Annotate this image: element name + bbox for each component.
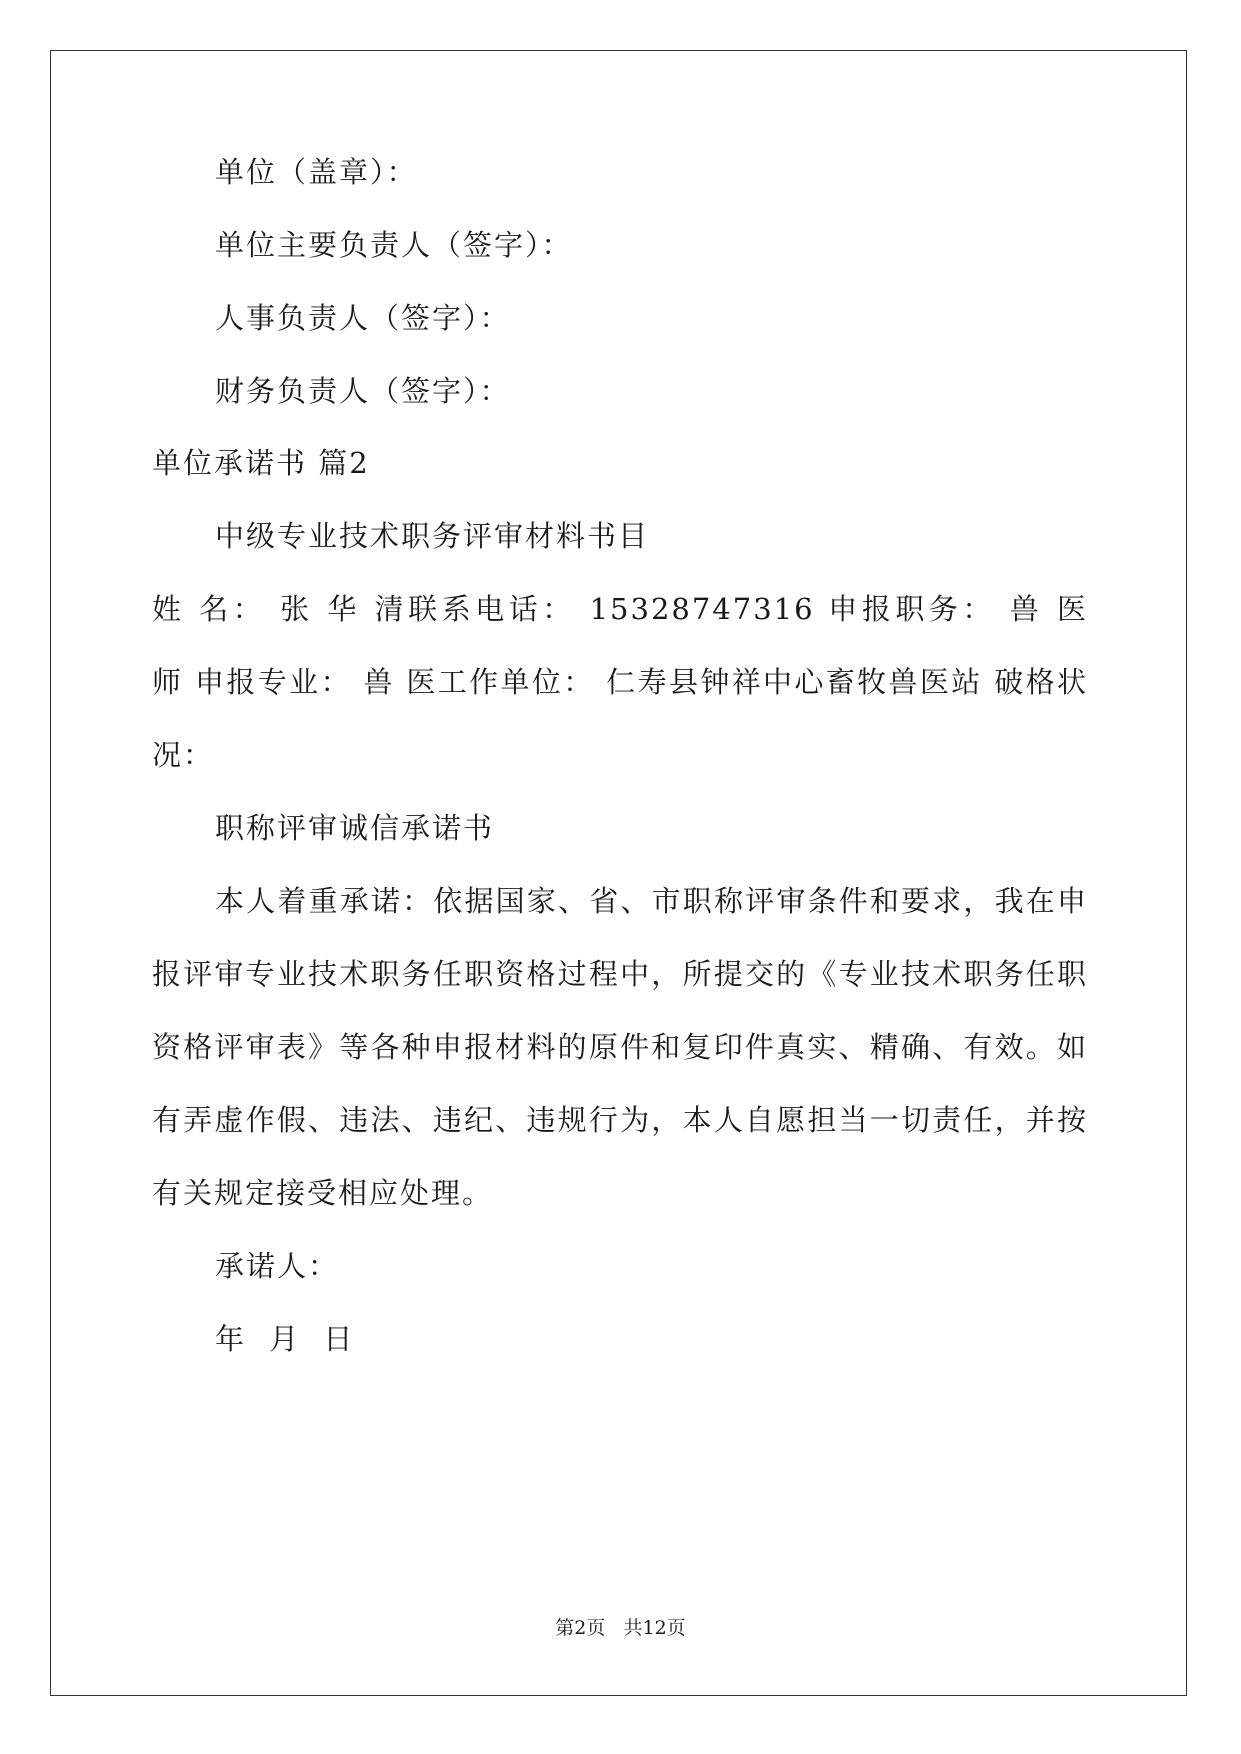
applicant-info-line-1: 姓 名： 张 华 清联系电话： 15328747316 申报职务： 兽 医	[152, 592, 1088, 626]
hr-head-signature-line: 人事负责人（签字）：	[215, 301, 511, 335]
unit-seal-line: 单位（盖章）：	[215, 155, 418, 189]
page-footer: 第2页 共12页	[555, 1617, 686, 1639]
finance-head-signature-line: 财务负责人（签字）：	[215, 374, 511, 408]
date-line: 年 月 日	[215, 1322, 361, 1356]
section-heading: 单位承诺书 篇2	[152, 446, 370, 480]
pledge-paragraph-line-3: 资格评审表》等各种申报材料的原件和复印件真实、精确、有效。如	[152, 1030, 1088, 1064]
pledge-paragraph-line-2: 报评审专业技术职务任职资格过程中，所提交的《专业技术职务任职	[152, 957, 1088, 991]
applicant-info-line-2: 师 申报专业： 兽 医工作单位： 仁寿县钟祥中心畜牧兽医站 破格状	[152, 665, 1088, 699]
pledge-title: 职称评审诚信承诺书	[215, 811, 495, 845]
unit-head-signature-line: 单位主要负责人（签字）：	[215, 228, 573, 262]
materials-title: 中级专业技术职务评审材料书目	[215, 519, 650, 553]
pledge-paragraph-line-4: 有弄虚作假、违法、违纪、违规行为，本人自愿担当一切责任，并按	[152, 1103, 1088, 1137]
pledger-signature-line: 承诺人：	[215, 1249, 340, 1283]
pledge-paragraph-line-1: 本人着重承诺：依据国家、省、市职称评审条件和要求，我在申	[215, 884, 1088, 918]
applicant-info-line-3: 况：	[152, 738, 215, 772]
page-border	[50, 50, 1187, 1696]
pledge-paragraph-line-5: 有关规定接受相应处理。	[152, 1176, 494, 1210]
